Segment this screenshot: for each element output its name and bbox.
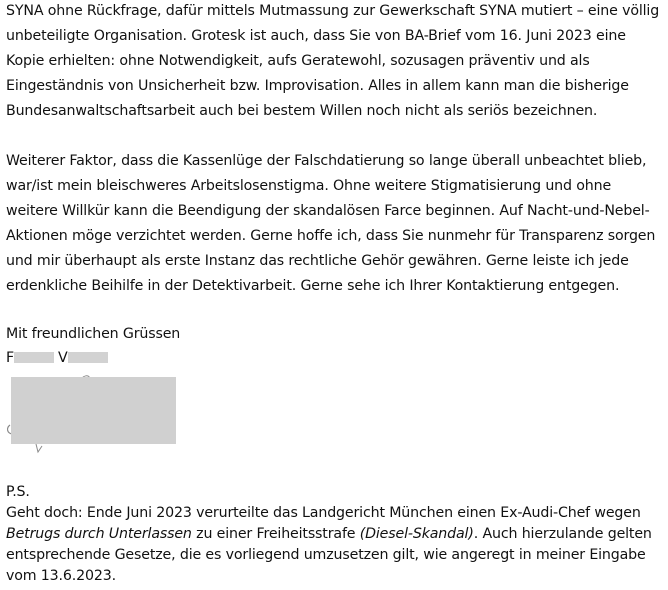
ps-line-2	[6, 526, 652, 542]
paragraph2-line-3: weitere Willkür kann die Beendigung der skandalösen Farce beginnen. Auf Nacht-und-Nebel-	[6, 203, 650, 219]
ps-line-4: vom 13.6.2023.	[6, 568, 117, 584]
paragraph2-line-2: war/ist mein bleischweres Arbeitslosenstigma. Ohne weitere Stigmatisierung und ohne	[6, 178, 612, 194]
paragraph1-line-4: Eingeständnis von Unsicherheit bzw. Improvisation. Alles in allem kann man die bisherige	[6, 78, 629, 94]
redaction-bar-first-name	[14, 352, 54, 363]
ps-line-3: entsprechende Gesetze, die es vorliegend umzusetzen gilt, wie angeregt in meiner Eingabe	[6, 547, 646, 563]
redaction-bar-last-name	[68, 352, 108, 363]
paragraph1-line-5: Bundesanwaltschaftsarbeit auch bei bestem Willen noch nicht als seriös bezeichnen.	[6, 103, 598, 119]
paragraph1-line-2: unbeteiligte Organisation. Grotesk ist auch, dass Sie von BA-Brief vom 16. Juni 2023 eine	[6, 28, 626, 44]
paragraph1-line-1: SYNA ohne Rückfrage, dafür mittels Mutmassung zur Gewerkschaft SYNA mutiert – eine völlig	[6, 3, 660, 19]
paragraph2-line-6: erdenkliche Beihilfe in der Detektivarbeit. Gerne sehe ich Ihrer Kontaktierung entgegen.	[6, 278, 620, 294]
ps-line-1: Geht doch: Ende Juni 2023 verurteilte das Landgericht München einen Ex-Audi-Chef wegen	[6, 505, 641, 521]
signer-first-initial: F	[6, 350, 15, 366]
paragraph2-line-4: Aktionen möge verzichtet werden. Gerne hoffe ich, dass Sie nunmehr für Transparenz sorgen	[6, 228, 656, 244]
paragraph2-line-1: Weiterer Faktor, dass die Kassenlüge der Falschdatierung so lange überall unbeachtet blieb,	[6, 153, 647, 169]
closing-greeting: Mit freundlichen Grüssen	[6, 326, 181, 342]
ps-line-2-middle: zu einer Freiheitsstrafe	[191, 526, 360, 542]
signature-redaction-block	[11, 377, 176, 444]
signer-last-initial: V	[58, 350, 68, 366]
paragraph2-line-5: und mir überhaupt als erste Instanz das rechtliche Gehör gewähren. Gerne leiste ich jede	[6, 253, 629, 269]
signer-name-redacted	[6, 350, 108, 366]
ps-italic-diesel: (Diesel-Skandal)	[359, 526, 474, 542]
ps-label: P.S.	[6, 484, 30, 500]
paragraph1-line-3: Kopie erhielten: ohne Notwendigkeit, aufs Geratewohl, sozusagen präventiv und als	[6, 53, 590, 69]
ps-line-2-end: . Auch hierzulande gelten	[473, 526, 652, 542]
ps-italic-betrug: Betrugs durch Unterlassen	[6, 526, 192, 542]
